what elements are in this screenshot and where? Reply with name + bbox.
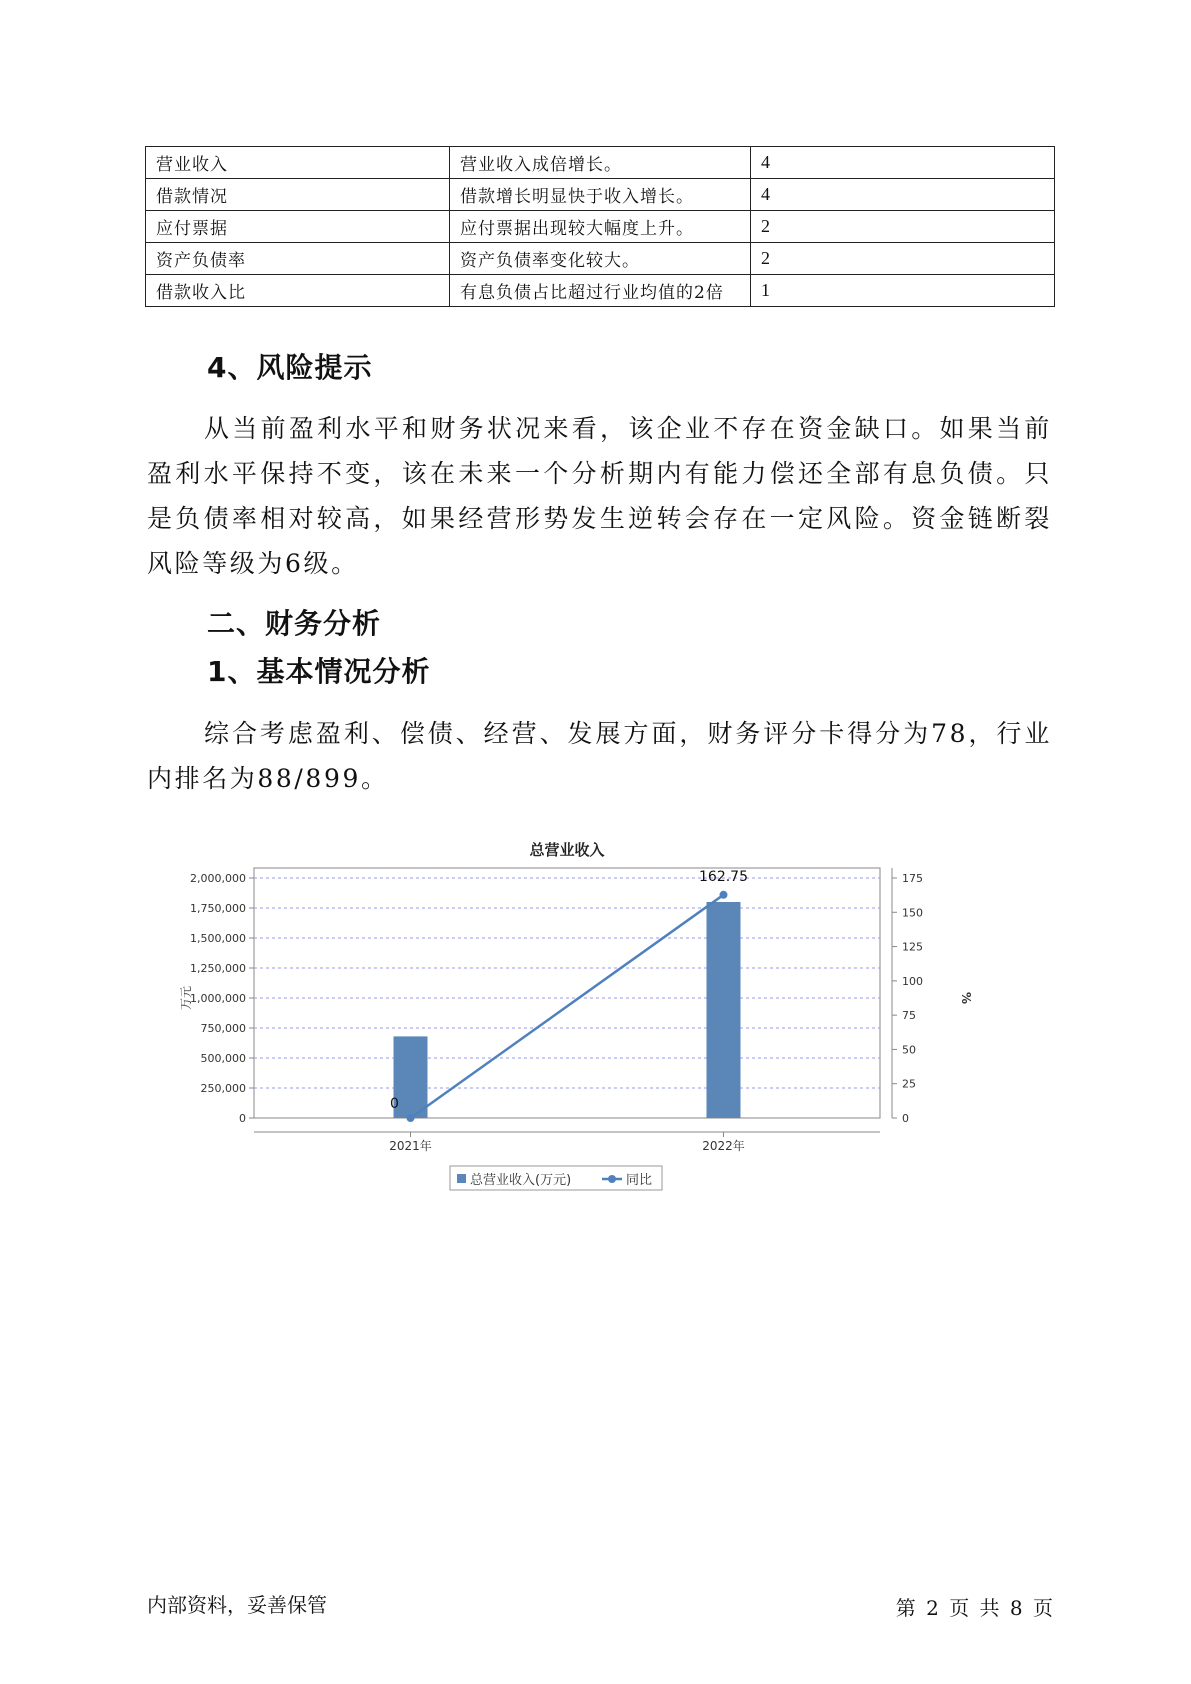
table-cell-score: 1 bbox=[751, 275, 1055, 307]
y-tick-label: 1,250,000 bbox=[190, 962, 246, 975]
finance-section-heading: 二、财务分析 bbox=[207, 607, 382, 640]
y-right-tick-label: 175 bbox=[902, 872, 923, 885]
legend-line-marker bbox=[608, 1175, 616, 1183]
legend-line-label: 同比 bbox=[626, 1173, 653, 1188]
y-axis-label: 万元 bbox=[179, 985, 193, 1011]
table-cell-desc: 借款增长明显快于收入增长。 bbox=[450, 179, 751, 211]
footer-page-number: 第 2 页 共 8 页 bbox=[895, 1596, 1053, 1620]
table-cell-score: 4 bbox=[751, 179, 1055, 211]
table-row bbox=[146, 179, 1055, 211]
y-right-tick-label: 25 bbox=[902, 1077, 916, 1091]
yoy-data-label: 162.75 bbox=[699, 868, 748, 885]
legend-bar-label: 总营业收入(万元) bbox=[470, 1173, 572, 1188]
y-tick-label: 1,000,000 bbox=[190, 992, 246, 1005]
y-right-tick-label: 50 bbox=[902, 1043, 916, 1057]
table-cell-desc: 资产负债率变化较大。 bbox=[450, 243, 751, 275]
revenue-chart bbox=[170, 830, 1030, 1290]
yoy-point bbox=[720, 891, 728, 899]
y-tick-label: 250,000 bbox=[200, 1082, 246, 1095]
y-right-tick-label: 75 bbox=[902, 1009, 916, 1023]
yoy-data-label: 0 bbox=[390, 1096, 399, 1112]
basic-analysis-heading: 1、基本情况分析 bbox=[207, 655, 431, 688]
y-tick-label: 750,000 bbox=[200, 1022, 246, 1035]
y-tick-label: 500,000 bbox=[200, 1052, 246, 1065]
footer-confidential: 内部资料，妥善保管 bbox=[147, 1593, 327, 1617]
y-right-tick-label: 125 bbox=[902, 940, 923, 954]
table-row bbox=[146, 243, 1055, 275]
risk-section-heading: 4、风险提示 bbox=[207, 351, 373, 384]
table-cell-item: 借款收入比 bbox=[146, 275, 450, 307]
risk-indicator-table bbox=[145, 146, 1055, 307]
table-cell-score: 4 bbox=[751, 147, 1055, 179]
legend-bar-swatch bbox=[457, 1174, 466, 1183]
bar bbox=[707, 902, 741, 1118]
table-cell-score: 2 bbox=[751, 243, 1055, 275]
y-tick-label: 0 bbox=[239, 1112, 246, 1125]
table-cell-item: 借款情况 bbox=[146, 179, 450, 211]
table-cell-desc: 营业收入成倍增长。 bbox=[450, 147, 751, 179]
table-row bbox=[146, 211, 1055, 243]
table-cell-desc: 有息负债占比超过行业均值的2倍 bbox=[450, 275, 751, 307]
table-cell-item: 营业收入 bbox=[146, 147, 450, 179]
x-tick-label: 2022年 bbox=[702, 1139, 745, 1153]
chart-title: 总营业收入 bbox=[529, 841, 605, 859]
basic-analysis-paragraph: 综合考虑盈利、偿债、经营、发展方面，财务评分卡得分为78，行业内排名为88/899。 bbox=[147, 719, 1052, 793]
y-right-tick-label: 0 bbox=[902, 1112, 909, 1125]
plot-area bbox=[254, 868, 880, 1118]
yoy-point bbox=[407, 1114, 415, 1122]
table-cell-item: 应付票据 bbox=[146, 211, 450, 243]
table-cell-item: 资产负债率 bbox=[146, 243, 450, 275]
y-right-tick-label: 150 bbox=[902, 906, 923, 920]
table-row bbox=[146, 147, 1055, 179]
table-cell-desc: 应付票据出现较大幅度上升。 bbox=[450, 211, 751, 243]
y-right-axis-label: % bbox=[959, 991, 973, 1005]
y-tick-label: 1,500,000 bbox=[190, 932, 246, 945]
y-tick-label: 1,750,000 bbox=[190, 902, 246, 915]
table-row bbox=[146, 275, 1055, 307]
risk-paragraph: 从当前盈利水平和财务状况来看，该企业不存在资金缺口。如果当前盈利水平保持不变，该在未来一个分析期内有能力偿还全部有息负债。只是负债率相对较高，如果经营形势发生逆转会存在一定风险。资金链断裂风险等级为6级。 bbox=[147, 414, 1052, 578]
y-right-tick-label: 100 bbox=[902, 974, 923, 988]
x-tick-label: 2021年 bbox=[389, 1139, 432, 1153]
y-tick-label: 2,000,000 bbox=[190, 872, 246, 885]
table-cell-score: 2 bbox=[751, 211, 1055, 243]
